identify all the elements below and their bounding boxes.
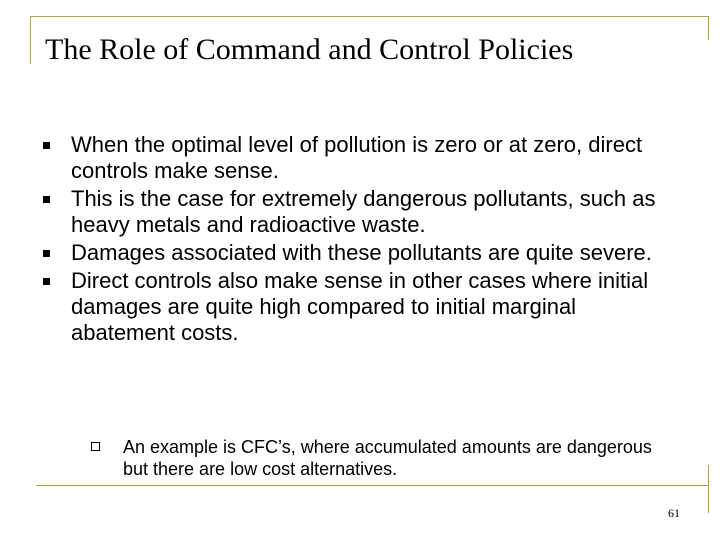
square-bullet-icon	[43, 250, 50, 257]
frame-line-top	[30, 16, 708, 17]
bullet-text: Direct controls also make sense in other cases where initial damages are quite high compared to initial marginal abatement costs.	[71, 268, 649, 345]
frame-line-bottom-right	[708, 465, 709, 513]
page-number: 61	[668, 506, 680, 520]
square-bullet-icon	[43, 142, 50, 149]
bullet-item	[40, 240, 680, 266]
bullet-text: Damages associated with these pollutants are quite severe.	[71, 240, 652, 265]
hollow-square-bullet-icon	[91, 442, 100, 451]
bullet-text: This is the case for extremely dangerous pollutants, such as heavy metals and radioactive waste.	[71, 186, 656, 237]
sub-bullet-item	[88, 436, 678, 480]
square-bullet-icon	[43, 278, 50, 285]
bullet-list	[40, 132, 680, 348]
sub-bullet-text: An example is CFC’s, where accumulated amounts are dangerous but there are low cost alternatives.	[123, 437, 652, 479]
frame-line-right	[708, 16, 709, 40]
slide-title: The Role of Command and Control Policies	[45, 33, 574, 66]
bullet-item	[40, 268, 680, 346]
bullet-item	[40, 186, 680, 238]
bullet-text: When the optimal level of pollution is zero or at zero, direct controls make sense.	[71, 132, 643, 183]
frame-line-bottom	[36, 485, 708, 486]
bullet-item	[40, 132, 680, 184]
square-bullet-icon	[43, 196, 50, 203]
sub-bullet-list	[88, 436, 678, 480]
frame-line-left	[30, 16, 31, 64]
